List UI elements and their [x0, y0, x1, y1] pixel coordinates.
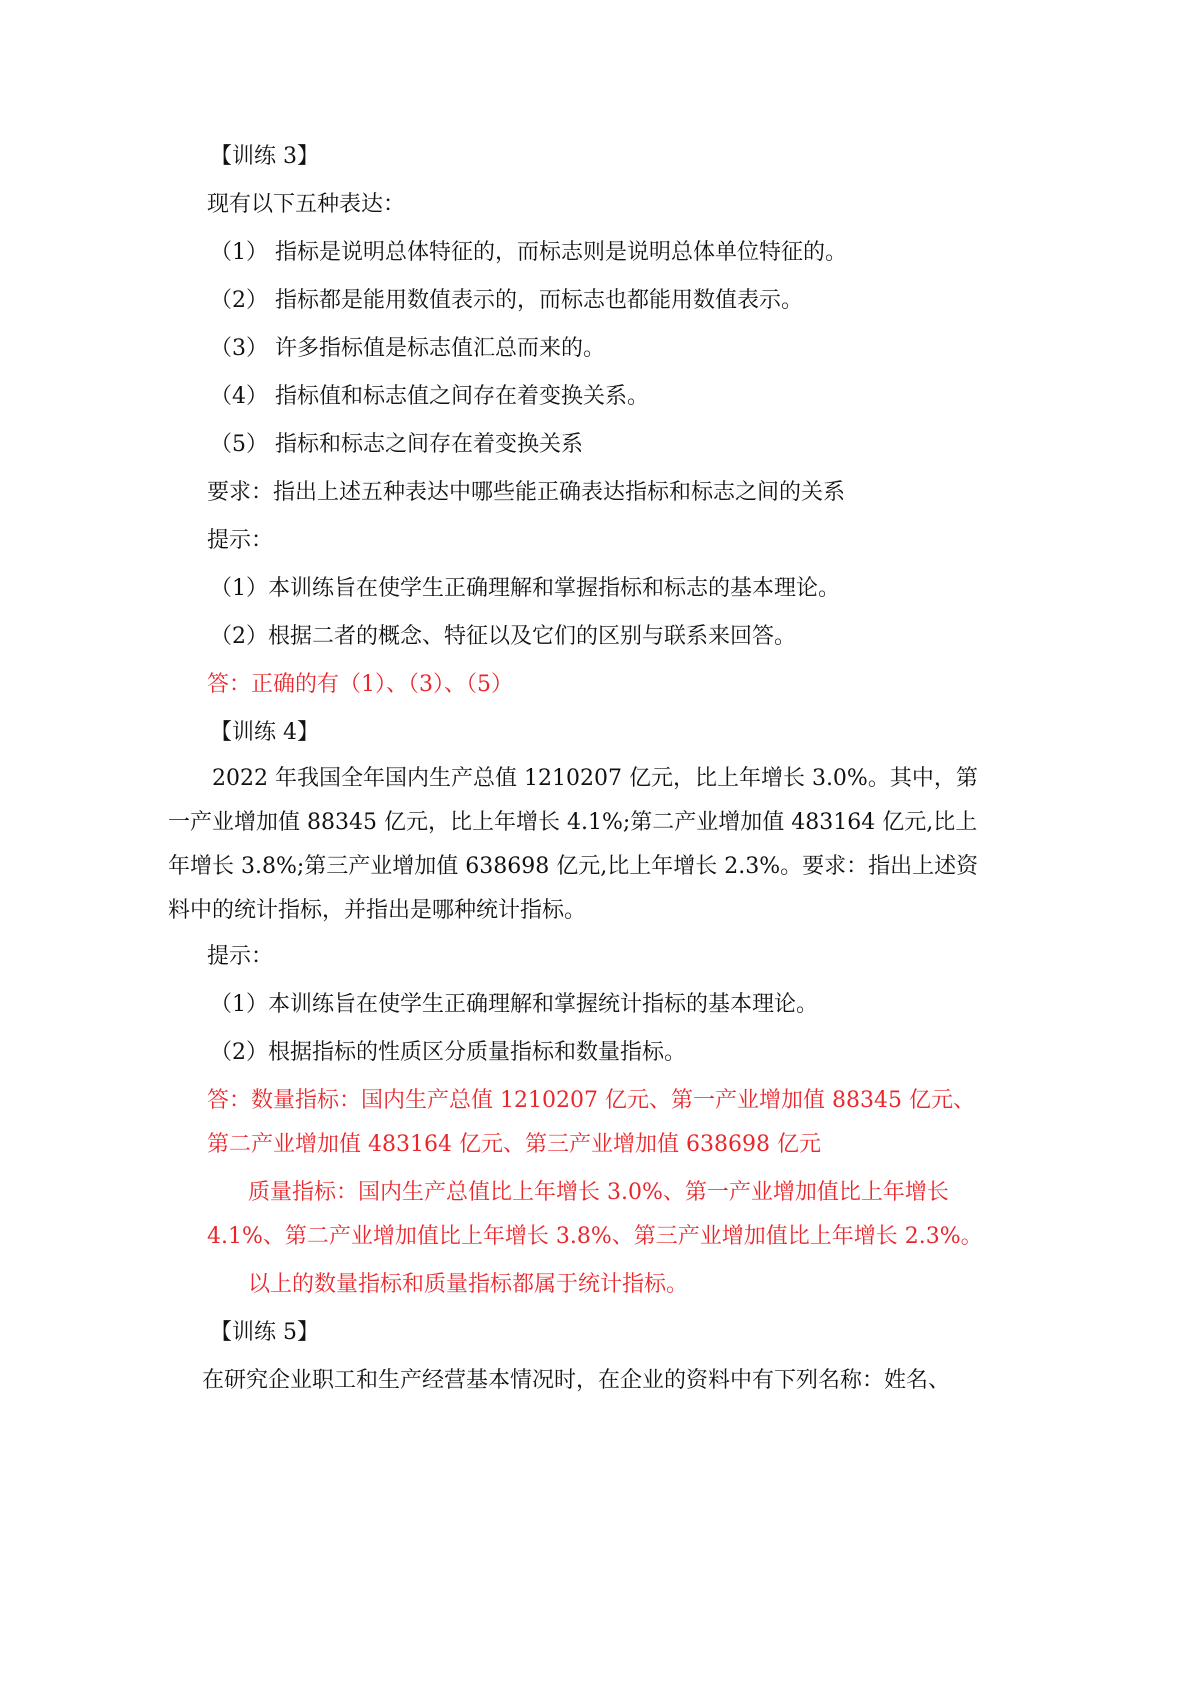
training3-item-1-num: （1）: [210, 240, 268, 265]
training4-paragraph-line-4: 料中的统计指标，并指出是哪种统计指标。: [168, 898, 587, 923]
training4-answer-line-4: 4.1%、第二产业增加值比上年增长 3.8%、第三产业增加值比上年增长 2.3%。: [207, 1224, 983, 1249]
training3-item-3-num: （3）: [210, 336, 268, 361]
training4-heading: 【训练 4】: [210, 720, 319, 745]
training3-heading: 【训练 3】: [210, 144, 319, 169]
training5-paragraph-line-1: 在研究企业职工和生产经营基本情况时，在企业的资料中有下列名称：姓名、: [202, 1368, 951, 1393]
training3-item-2-text: 指标都是能用数值表示的，而标志也都能用数值表示。: [275, 288, 804, 313]
training3-item-5-num: （5）: [210, 432, 268, 457]
training3-item-5-text: 指标和标志之间存在着变换关系: [275, 432, 584, 457]
training4-answer-line-1: 答：数量指标：国内生产总值 1210207 亿元、第一产业增加值 88345 亿元、: [207, 1088, 975, 1113]
training4-answer-line-5: 以上的数量指标和质量指标都属于统计指标。: [248, 1272, 689, 1297]
training3-answer: 答：正确的有（1）、（3）、（5）: [207, 672, 513, 697]
training3-item-4-num: （4）: [210, 384, 268, 409]
training4-paragraph-line-1: 2022 年我国全年国内生产总值 1210207 亿元，比上年增长 3.0%。其中，第: [212, 766, 978, 791]
training3-hint-2: （2）根据二者的概念、特征以及它们的区别与联系来回答。: [210, 624, 796, 649]
training3-intro: 现有以下五种表达：: [207, 192, 406, 217]
training3-item-3-text: 许多指标值是标志值汇总而来的。: [275, 336, 606, 361]
training3-item-1-text: 指标是说明总体特征的，而标志则是说明总体单位特征的。: [275, 240, 848, 265]
training3-item-2-num: （2）: [210, 288, 268, 313]
training4-paragraph-line-2: 一产业增加值 88345 亿元，比上年增长 4.1%;第二产业增加值 483164 亿元,比上: [168, 810, 978, 835]
training3-hint-label: 提示：: [207, 528, 274, 553]
training4-hint-2: （2）根据指标的性质区分质量指标和数量指标。: [210, 1040, 686, 1065]
training4-paragraph-line-3: 年增长 3.8%;第三产业增加值 638698 亿元,比上年增长 2.3%。要求：指出上述资: [168, 854, 979, 879]
training4-hint-label: 提示：: [207, 944, 274, 969]
training3-item-4-text: 指标值和标志值之间存在着变换关系。: [275, 384, 650, 409]
training4-answer-line-2: 第二产业增加值 483164 亿元、第三产业增加值 638698 亿元: [207, 1132, 821, 1157]
training4-hint-1: （1）本训练旨在使学生正确理解和掌握统计指标的基本理论。: [210, 992, 818, 1017]
training4-answer-line-3: 质量指标：国内生产总值比上年增长 3.0%、第一产业增加值比上年增长: [248, 1180, 949, 1205]
training5-heading: 【训练 5】: [210, 1320, 319, 1345]
training3-hint-1: （1）本训练旨在使学生正确理解和掌握指标和标志的基本理论。: [210, 576, 840, 601]
training3-requirement: 要求：指出上述五种表达中哪些能正确表达指标和标志之间的关系: [207, 480, 846, 505]
